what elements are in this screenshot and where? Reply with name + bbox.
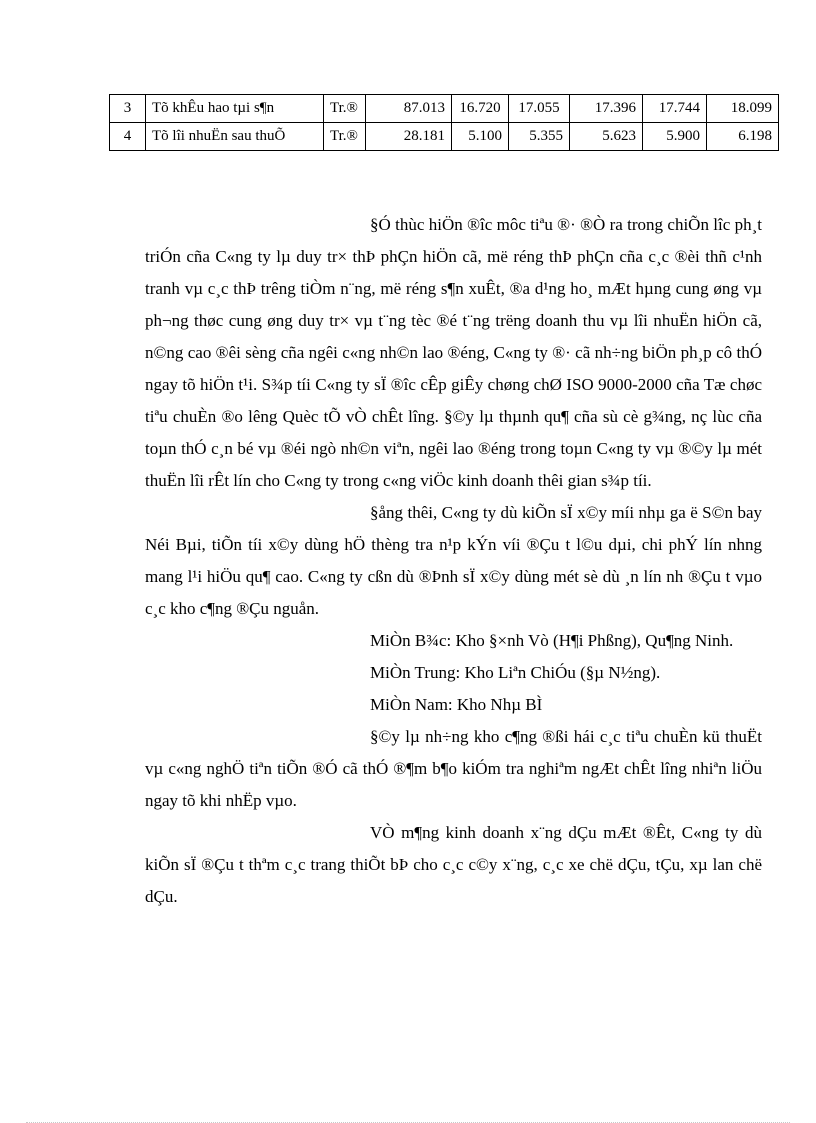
row-year-3: 5.623 xyxy=(570,123,643,151)
row-item: Tõ khÊu hao tµi s¶n xyxy=(146,95,324,123)
paragraph-investment: §ång thêi, C«ng ty dù kiÕn sÏ x©y míi nhµ ga ë S©n bay Néi Bµi, tiÕn tíi x©y dùng hÖ thèng tra n¹p kÝn víi ®Çu t l©u dµi, chi phÝ lín nhng mang l¹i hiÖu qu¶ cao. C«ng ty cßn dù ®Þnh sÏ x©y dùng mét sè dù ¸n lín nh ®Çu t vµo c¸c kho c¶ng ®Çu nguån. xyxy=(145,503,762,618)
paragraph-north-region: MiÒn B¾c: Kho §×nh Vò (H¶i Phßng), Qu¶ng Ninh. xyxy=(370,631,734,650)
row-year-5: 18.099 xyxy=(707,95,779,123)
row-total: 28.181 xyxy=(366,123,452,151)
financial-table xyxy=(109,94,779,151)
row-year-3: 17.396 xyxy=(570,95,643,123)
row-year-4: 5.900 xyxy=(643,123,707,151)
row-item: Tõ lîi nhuËn sau thuÕ xyxy=(146,123,324,151)
row-year-2: 5.355 xyxy=(509,123,570,151)
row-unit: Tr.® xyxy=(324,95,366,123)
row-total: 87.013 xyxy=(366,95,452,123)
paragraph-central-region: MiÒn Trung: Kho Liªn ChiÓu (§µ N½ng). xyxy=(370,663,661,682)
row-year-1: 16.720 xyxy=(452,95,509,123)
paragraph-ground-fuel: VÒ m¶ng kinh doanh x¨ng dÇu mÆt ®Êt, C«ng ty dù kiÕn sÏ ®Çu t thªm c¸c trang thiÕt bÞ cho c¸c c©y x¨ng, c¸c xe chë dÇu, tÇu, xµ lan chë dÇu. xyxy=(145,823,762,906)
row-number: 4 xyxy=(110,123,146,151)
row-year-5: 6.198 xyxy=(707,123,779,151)
row-year-4: 17.744 xyxy=(643,95,707,123)
paragraph-strategy: §Ó thùc hiÖn ®îc môc tiªu ®· ®Ò ra trong chiÕn lîc ph¸t triÓn cña C«ng ty lµ duy tr× thÞ phÇn hiÖn cã, më réng thÞ phÇn cña c¸c ®èi thñ c¹nh tranh vµ c¸c thÞ trêng tiÒm n¨ng, më réng s¶n xuÊt, ®a d¹ng ho¸ mÆt hµng cung øng vµ ph¬ng thøc cung øng duy tr× vµ t¨ng tèc ®é t¨ng trëng doanh thu vµ lîi nhuËn hiÖn cã, n©ng cao ®êi sèng cña ngêi c«ng nh©n lao ®éng, C«ng ty ®· cã nh÷ng biÖn ph¸p cô thÓ ngay tõ hiÖn t¹i. S¾p tíi C«ng ty sÏ ®îc cÊp giÊy chøng chØ ISO 9000-2000 cña Tæ chøc tiªu chuÈn ®o lêng Quèc tÕ vÒ chÊt lîng. §©y lµ thµnh qu¶ cña sù cè g¾ng, nç lùc cña toµn thÓ c¸n bé vµ ®éi ngò nh©n viªn, ngêi lao ®éng trong toµn C«ng ty vµ ®©y lµ mét thuËn lîi rÊt lín cho C«ng ty trong c«ng viÖc kinh doanh thêi gian s¾p tíi. xyxy=(145,215,762,490)
table-row xyxy=(110,123,779,151)
paragraph-port-standards: §©y lµ nh÷ng kho c¶ng ®ßi hái c¸c tiªu chuÈn kü thuËt vµ c«ng nghÖ tiªn tiÕn ®Ó cã thÓ ®¶m b¶o kiÓm tra nghiªm ngÆt chÊt lîng nhiªn liÖu ngay tõ khi nhËp vµo. xyxy=(145,727,762,810)
document-body xyxy=(145,209,762,913)
row-year-2: 17.055 xyxy=(509,95,570,123)
row-number: 3 xyxy=(110,95,146,123)
table-row xyxy=(110,95,779,123)
row-unit: Tr.® xyxy=(324,123,366,151)
row-year-1: 5.100 xyxy=(452,123,509,151)
paragraph-south-region: MiÒn Nam: Kho Nhµ BÌ xyxy=(370,695,543,714)
